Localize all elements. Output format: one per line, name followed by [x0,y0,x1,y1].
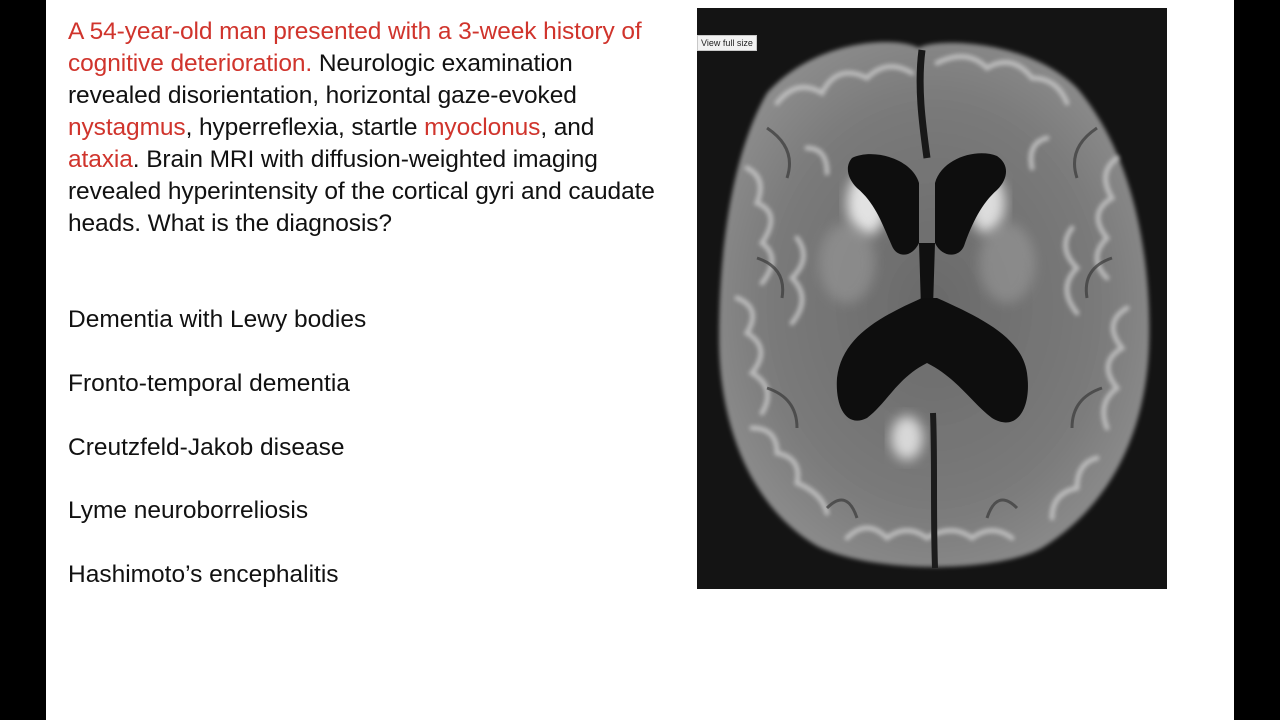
question-segment: myoclonus [424,114,541,141]
question-segment: Neurologic examination revealed disorientation, horizontal gaze-evoked [68,50,577,109]
slide [46,0,1234,720]
question-segment: ataxia [68,146,133,173]
question-segment: . Brain MRI with diffusion-weighted imaging revealed hyperintensity of the cortical gyri and caudate heads. What is the diagnosis? [68,146,655,237]
question-segment: , hyperreflexia, startle [185,114,425,141]
answer-option[interactable]: Fronto-temporal dementia [68,369,350,397]
answer-options [68,304,366,623]
answer-option[interactable]: Lyme neuroborreliosis [68,497,309,525]
question-text [68,16,658,240]
answer-option[interactable]: Dementia with Lewy bodies [68,306,367,333]
question-segment: , and [540,114,595,141]
question-segment: A 54-year-old man presented with a 3-week history of cognitive deterioration. [68,18,642,77]
question-segment: nystagmus [68,114,186,141]
view-full-size-button[interactable]: View full size [697,35,757,51]
brain-mri-scan [697,8,1167,589]
answer-option[interactable]: Hashimoto’s encephalitis [68,561,339,589]
mri-image [697,8,1167,589]
answer-option[interactable]: Creutzfeld-Jakob disease [68,433,345,461]
